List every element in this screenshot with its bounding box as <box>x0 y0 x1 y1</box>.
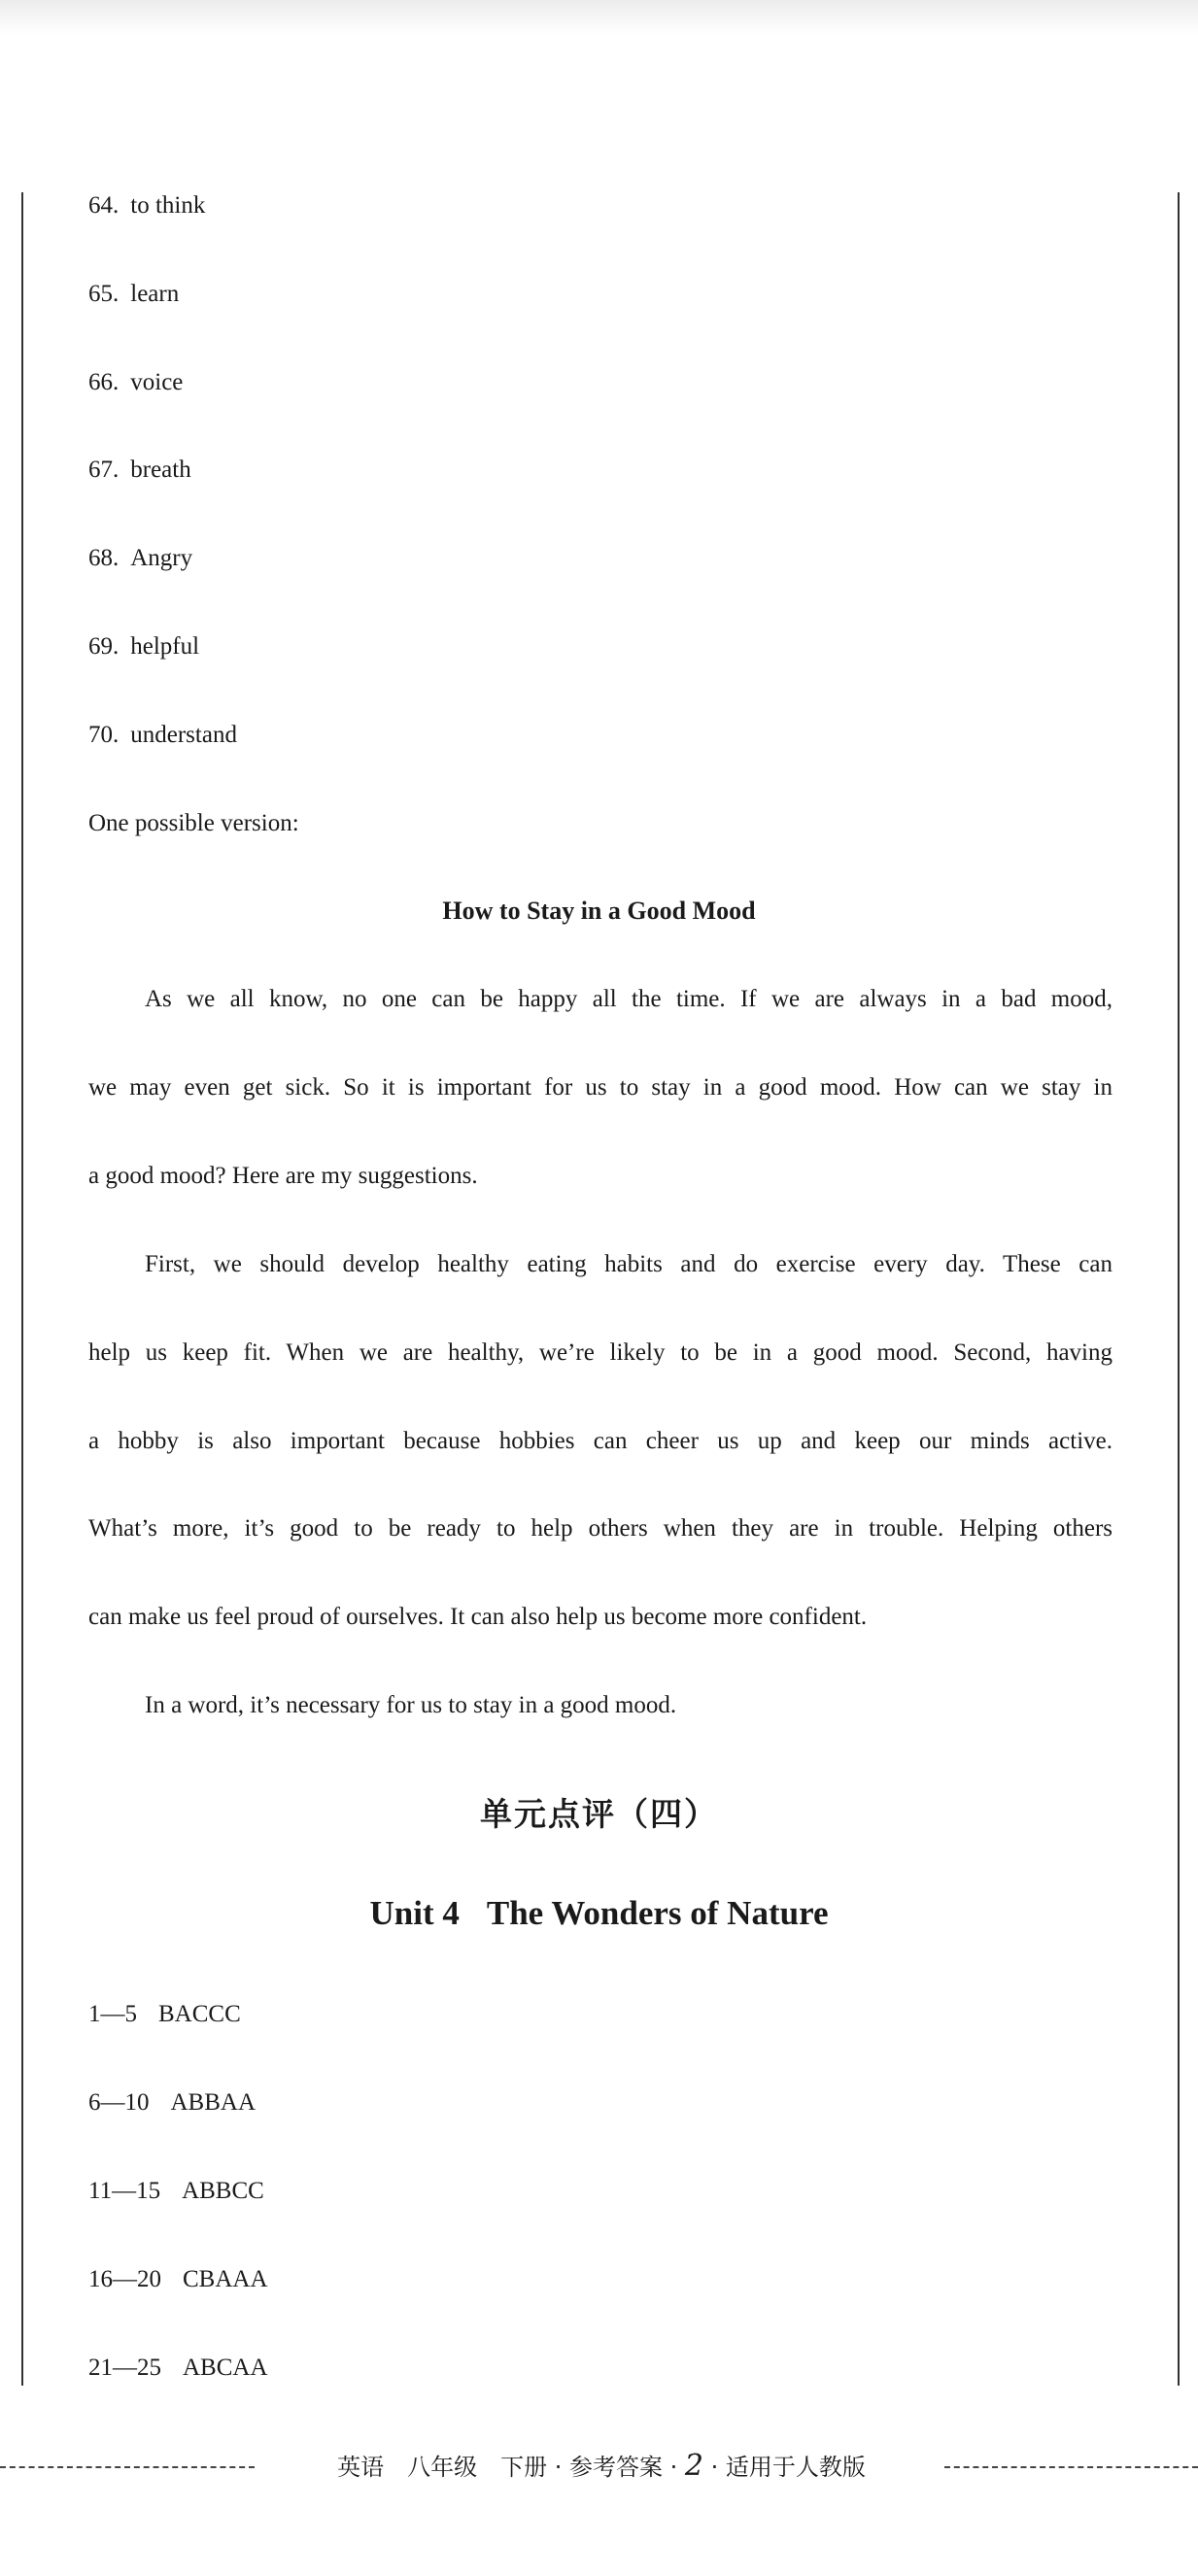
blank-answer-67 <box>88 455 191 486</box>
blank-answer-68 <box>88 543 192 574</box>
answer-text: Angry <box>130 545 193 571</box>
answer-key: CBAAA <box>183 2266 268 2292</box>
answer-text: voice <box>130 369 184 395</box>
version-label: One possible version: <box>88 810 299 836</box>
footer-edition: · 适用于人教版 <box>710 2454 866 2481</box>
essay-line: In a word, it’s necessary for us to stay in a good mood. <box>145 1692 677 1718</box>
essay-line: As we all know, no one can be happy all the time. If we are always in a bad mood, <box>145 986 1112 1012</box>
blank-answer-64 <box>88 190 205 221</box>
page-number: 2 <box>684 2449 703 2483</box>
page-top-shade <box>0 0 1198 35</box>
answer-key: ABCAA <box>183 2355 268 2381</box>
answer-row <box>88 2087 256 2118</box>
blank-answer-65 <box>88 279 179 310</box>
essay-line: What’s more, it’s good to be ready to help others when they are in trouble. Helping others <box>88 1515 1112 1542</box>
question-range: 1—5 <box>88 2001 137 2027</box>
essay-line: a hobby is also important because hobbies can cheer us up and keep our minds active. <box>88 1428 1112 1454</box>
answer-row <box>88 2353 268 2384</box>
unit-review-title: 单元点评（四） <box>480 1795 718 1833</box>
question-range: 6—10 <box>88 2089 150 2116</box>
answer-number: 65. <box>88 281 120 307</box>
essay-line: can make us feel proud of ourselves. It can also help us become more confident. <box>88 1604 868 1630</box>
question-range: 11—15 <box>88 2178 161 2204</box>
unit-number: Unit 4 <box>369 1894 460 1932</box>
footer-dashed-rule-right <box>944 2466 1198 2468</box>
answer-key: BACCC <box>158 2001 241 2027</box>
answer-number: 68. <box>88 545 120 571</box>
answer-text: understand <box>130 722 237 748</box>
answer-text: breath <box>130 457 191 483</box>
footer-text <box>270 2449 933 2485</box>
answer-key: ABBCC <box>182 2178 264 2204</box>
answer-row <box>88 1999 241 2030</box>
answer-number: 66. <box>88 369 120 395</box>
answer-text: helpful <box>130 633 200 660</box>
answer-text: to think <box>130 192 206 219</box>
answer-number: 69. <box>88 633 120 660</box>
answer-number: 70. <box>88 722 120 748</box>
question-range: 21—25 <box>88 2355 161 2381</box>
page-footer <box>0 2449 1198 2484</box>
essay-title: How to Stay in a Good Mood <box>442 897 756 925</box>
essay-line: help us keep fit. When we are healthy, we’re likely to be in a good mood. Second, having <box>88 1339 1112 1366</box>
unit-title: The Wonders of Nature <box>486 1894 829 1932</box>
blank-answer-70 <box>88 720 237 751</box>
essay-line: First, we should develop healthy eating habits and do exercise every day. These can <box>145 1251 1112 1277</box>
question-range: 16—20 <box>88 2266 161 2292</box>
unit-heading <box>0 1893 1198 1934</box>
answer-text: learn <box>130 281 180 307</box>
blank-answer-69 <box>88 631 199 662</box>
answer-key: ABBAA <box>170 2089 257 2116</box>
footer-dashed-rule-left <box>0 2466 255 2468</box>
left-border-line <box>21 192 23 2386</box>
essay-line: a good mood? Here are my suggestions. <box>88 1163 478 1189</box>
answer-number: 67. <box>88 457 120 483</box>
footer-book-info: 英语 八年级 下册 · 参考答案 · <box>337 2454 678 2481</box>
essay-line: we may even get sick. So it is important for us to stay in a good mood. How can we stay in <box>88 1074 1112 1101</box>
blank-answer-66 <box>88 367 183 398</box>
answer-number: 64. <box>88 192 120 219</box>
answer-row <box>88 2264 268 2295</box>
answer-row <box>88 2176 264 2207</box>
right-border-line <box>1178 192 1180 2386</box>
